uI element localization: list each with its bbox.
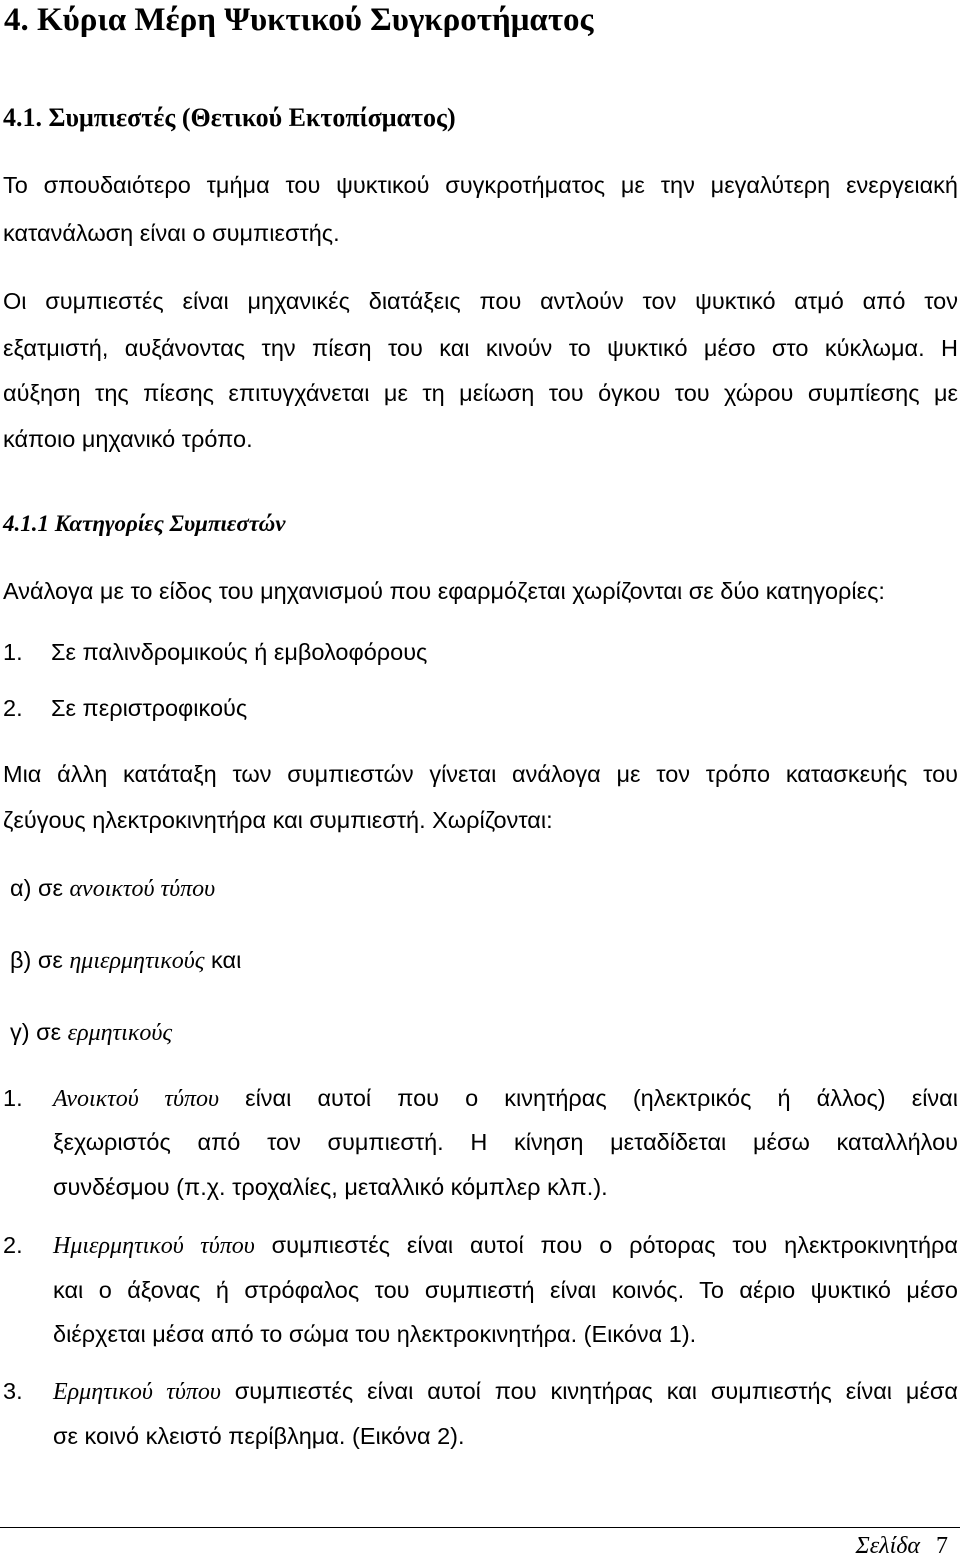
list-item-number: 2. — [3, 695, 23, 721]
definition-number: 2. — [3, 1232, 23, 1258]
definition-line: διέρχεται μέσα από το σώμα του ηλεκτροκινητήρα. (Εικόνα 1). — [53, 1321, 697, 1347]
intro-line-2: κατανάλωση είναι ο συμπιεστής. — [3, 220, 340, 246]
intro-line-1: Το σπουδαιότερο τμήμα του ψυκτικού συγκροτήματος με την μεγαλύτερη ενεργειακή — [3, 172, 958, 198]
type-term: ερμητικούς — [67, 1020, 173, 1046]
page-label: Σελίδα — [855, 1533, 920, 1559]
definition-line: Ερμητικού τύπου συμπιεστές είναι αυτοί που κινητήρας και συμπιεστής είναι μέσα — [53, 1378, 958, 1405]
definition-line: σε κοινό κλειστό περίβλημα. (Εικόνα 2). — [53, 1423, 465, 1449]
definition-number: 3. — [3, 1378, 23, 1404]
footer-divider — [0, 1527, 960, 1528]
para2-line-3: αύξηση της πίεσης επιτυγχάνεται με τη μείωση του όγκου του χώρου συμπίεσης με — [3, 380, 958, 406]
subsection-title: 4.1. Συμπιεστές (Θετικού Εκτοπίσματος) — [3, 103, 456, 132]
list-item-number: 1. — [3, 639, 23, 665]
para2-line-4: κάποιο μηχανικό τρόπο. — [3, 426, 253, 452]
definition-line: και ο άξονας ή στρόφαλος του συμπιεστή είναι κοινός. Το αέριο ψυκτικό μέσο — [53, 1277, 958, 1303]
definition-term: Ερμητικού τύπου — [53, 1379, 221, 1405]
para3-line-1: Μια άλλη κατάταξη των συμπιεστών γίνεται ανάλογα με τον τρόπο κατασκευής του — [3, 761, 958, 787]
definition-term: Ανοικτού τύπου — [53, 1086, 219, 1112]
page-footer — [855, 1532, 948, 1560]
subsubsection-title: 4.1.1 Κατηγορίες Συμπιεστών — [3, 511, 286, 536]
definition-line: συνδέσμου (π.χ. τροχαλίες, μεταλλικό κόμπλερ κλπ.). — [53, 1174, 608, 1200]
list-item-text: Σε παλινδρομικούς ή εμβολοφόρους — [51, 639, 428, 665]
categories-intro: Ανάλογα με το είδος του μηχανισμού που εφαρμόζεται χωρίζονται σε δύο κατηγορίες: — [3, 578, 885, 604]
para3-line-2: ζεύγους ηλεκτροκινητήρα και συμπιεστή. Χωρίζονται: — [3, 807, 553, 833]
page-number: 7 — [936, 1533, 948, 1559]
type-item: α) σε ανοικτού τύπου — [10, 875, 216, 902]
definition-line: ξεχωριστός από τον συμπιεστή. Η κίνηση μεταδίδεται μέσω καταλλήλου — [53, 1129, 958, 1155]
definition-term: Ημιερμητικού τύπου — [53, 1233, 255, 1259]
list-item-text: Σε περιστροφικούς — [51, 695, 248, 721]
type-term: ανοικτού τύπου — [69, 876, 216, 902]
type-item: β) σε ημιερμητικούς και — [10, 947, 242, 974]
definition-number: 1. — [3, 1085, 23, 1111]
definition-line: Ανοικτού τύπου είναι αυτοί που ο κινητήρας (ηλεκτρικός ή άλλος) είναι — [53, 1085, 958, 1112]
type-term: ημιερμητικούς — [69, 948, 205, 974]
definition-line: Ημιερμητικού τύπου συμπιεστές είναι αυτοί που ο ρότορας του ηλεκτροκινητήρα — [53, 1232, 958, 1259]
para2-line-1: Οι συμπιεστές είναι μηχανικές διατάξεις που αντλούν τον ψυκτικό ατμό από τον — [3, 288, 958, 314]
type-item: γ) σε ερμητικούς — [10, 1019, 173, 1046]
para2-line-2: εξατμιστή, αυξάνοντας την πίεση του και κινούν το ψυκτικό μέσο στο κύκλωμα. Η — [3, 335, 958, 361]
section-title: 4. Κύρια Μέρη Ψυκτικού Συγκροτήματος — [4, 2, 594, 38]
